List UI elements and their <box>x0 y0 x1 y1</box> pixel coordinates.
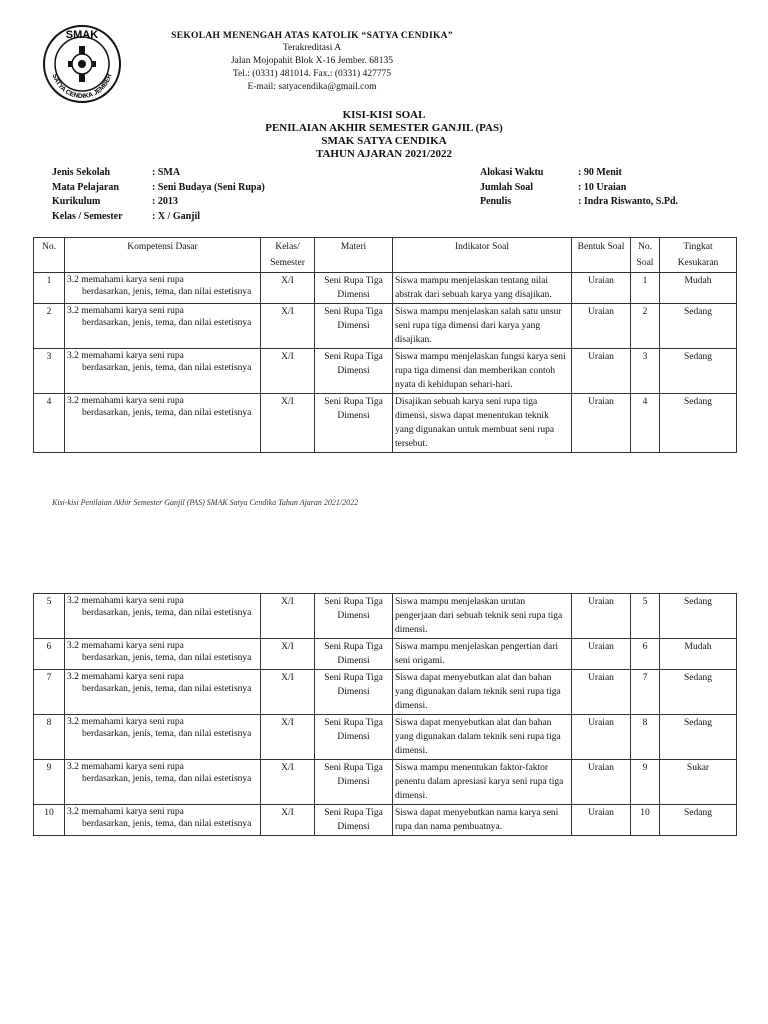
cell-kd <box>65 349 261 394</box>
cell-bentuk: Uraian <box>572 715 631 760</box>
cell-kd <box>65 273 261 304</box>
kisi-table-page-1 <box>33 237 737 453</box>
cell-bentuk: Uraian <box>572 639 631 670</box>
cell-indikator: Disajikan sebuah karya seni rupa tiga dimensi, siswa dapat menentukan teknik yang digunakan untuk membuat seni rupa tersebut. <box>393 394 572 453</box>
cell-materi: Seni Rupa Tiga Dimensi <box>315 760 393 805</box>
logo-text-ring: SATYA CENDIKA JEMBER <box>50 73 114 101</box>
kd-line-2: berdasarkan, jenis, tema, dan nilai estetisnya <box>82 774 252 784</box>
cell-nosoal: 5 <box>631 594 660 639</box>
cell-nosoal: 7 <box>631 670 660 715</box>
logo-text-top: SMAK <box>65 29 99 41</box>
kd-line-2: berdasarkan, jenis, tema, dan nilai estetisnya <box>82 318 252 328</box>
col-no: No. <box>34 238 65 273</box>
table-header-row <box>34 238 737 273</box>
table-row <box>34 639 737 670</box>
cell-tingkat: Sedang <box>660 304 737 349</box>
document-title <box>0 109 768 161</box>
title-line-4: TAHUN AJARAN 2021/2022 <box>315 148 453 160</box>
cell-nosoal: 3 <box>631 349 660 394</box>
cell-bentuk: Uraian <box>572 670 631 715</box>
cell-bentuk: Uraian <box>572 594 631 639</box>
col-materi: Materi <box>315 238 393 273</box>
meta-value: : 10 Uraian <box>578 181 627 193</box>
meta-left <box>52 167 265 225</box>
school-address: Jalan Mojopahit Blok X-16 Jember. 68135 <box>230 56 393 66</box>
table-row <box>34 670 737 715</box>
cell-no: 8 <box>34 715 65 760</box>
col-kelas: Kelas/ Semester <box>261 238 315 273</box>
cell-kd <box>65 304 261 349</box>
cell-no: 9 <box>34 760 65 805</box>
title-line-1: KISI-KISI SOAL <box>342 109 426 121</box>
cell-materi: Seni Rupa Tiga Dimensi <box>315 805 393 836</box>
cell-indikator: Siswa dapat menyebutkan nama karya seni rupa dan nama pembuatnya. <box>393 805 572 836</box>
cell-bentuk: Uraian <box>572 304 631 349</box>
cell-no: 7 <box>34 670 65 715</box>
table-row <box>34 273 737 304</box>
table-row <box>34 394 737 453</box>
table-row <box>34 805 737 836</box>
meta-row <box>480 196 678 211</box>
cell-kelas: X/I <box>261 594 315 639</box>
cell-nosoal: 2 <box>631 304 660 349</box>
cell-kelas: X/I <box>261 639 315 670</box>
cell-tingkat: Sedang <box>660 349 737 394</box>
cell-kelas: X/I <box>261 805 315 836</box>
cell-nosoal: 6 <box>631 639 660 670</box>
cell-no: 2 <box>34 304 65 349</box>
kd-line-1: 3.2 memahami karya seni rupa <box>67 306 184 316</box>
meta-label: Mata Pelajaran <box>52 181 119 193</box>
meta-value: : 2013 <box>152 196 178 207</box>
col-kd: Kompetensi Dasar <box>65 238 261 273</box>
cell-materi: Seni Rupa Tiga Dimensi <box>315 394 393 453</box>
kd-line-2: berdasarkan, jenis, tema, dan nilai estetisnya <box>82 819 252 829</box>
cell-bentuk: Uraian <box>572 394 631 453</box>
kd-line-1: 3.2 memahami karya seni rupa <box>67 596 184 606</box>
cell-no: 3 <box>34 349 65 394</box>
cell-tingkat: Sedang <box>660 594 737 639</box>
cell-materi: Seni Rupa Tiga Dimensi <box>315 639 393 670</box>
kd-line-2: berdasarkan, jenis, tema, dan nilai estetisnya <box>82 287 252 297</box>
cell-kd <box>65 760 261 805</box>
cell-indikator: Siswa mampu menjelaskan tentang nilai abstrak dari sebuah karya yang disajikan. <box>393 273 572 304</box>
cell-no: 6 <box>34 639 65 670</box>
cell-bentuk: Uraian <box>572 805 631 836</box>
meta-row <box>480 167 678 182</box>
kisi-table-page-2 <box>33 593 737 836</box>
cell-kelas: X/I <box>261 273 315 304</box>
cell-nosoal: 1 <box>631 273 660 304</box>
cell-tingkat: Mudah <box>660 273 737 304</box>
kd-line-2: berdasarkan, jenis, tema, dan nilai estetisnya <box>82 363 252 373</box>
cell-kd <box>65 805 261 836</box>
col-tingkat: Tingkat Kesukaran <box>660 238 737 273</box>
cell-nosoal: 8 <box>631 715 660 760</box>
cell-materi: Seni Rupa Tiga Dimensi <box>315 273 393 304</box>
kd-line-1: 3.2 memahami karya seni rupa <box>67 275 184 285</box>
title-line-2: PENILAIAN AKHIR SEMESTER GANJIL (PAS) <box>265 122 503 134</box>
cell-no: 5 <box>34 594 65 639</box>
cell-nosoal: 10 <box>631 805 660 836</box>
school-name: SEKOLAH MENENGAH ATAS KATOLIK “SATYA CENDIKA” <box>171 31 453 41</box>
meta-value: : SMA <box>152 167 181 178</box>
kd-line-2: berdasarkan, jenis, tema, dan nilai estetisnya <box>82 608 252 618</box>
cell-indikator: Siswa mampu menentukan faktor-faktor penentu dalam apresiasi karya seni rupa tiga dimensi. <box>393 760 572 805</box>
school-header <box>122 30 502 94</box>
col-bentuk: Bentuk Soal <box>572 238 631 273</box>
cell-kd <box>65 670 261 715</box>
meta-label: Penulis <box>480 196 512 207</box>
table-row <box>34 304 737 349</box>
meta-row <box>52 182 265 197</box>
cell-materi: Seni Rupa Tiga Dimensi <box>315 349 393 394</box>
table-row <box>34 349 737 394</box>
cell-indikator: Siswa mampu menjelaskan urutan pengerjaan dari sebuah teknik seni rupa tiga dimensi. <box>393 594 572 639</box>
cell-materi: Seni Rupa Tiga Dimensi <box>315 304 393 349</box>
cell-bentuk: Uraian <box>572 273 631 304</box>
cell-tingkat: Sukar <box>660 760 737 805</box>
cell-no: 1 <box>34 273 65 304</box>
cell-kelas: X/I <box>261 304 315 349</box>
kd-line-2: berdasarkan, jenis, tema, dan nilai estetisnya <box>82 653 252 663</box>
cell-tingkat: Mudah <box>660 639 737 670</box>
cell-materi: Seni Rupa Tiga Dimensi <box>315 670 393 715</box>
cell-tingkat: Sedang <box>660 805 737 836</box>
cell-materi: Seni Rupa Tiga Dimensi <box>315 594 393 639</box>
meta-row <box>52 167 265 182</box>
meta-label: Jenis Sekolah <box>52 167 111 178</box>
cell-indikator: Siswa dapat menyebutkan alat dan bahan yang digunakan dalam teknik seni rupa tiga dimensi. <box>393 670 572 715</box>
page-footer: Kisi-kisi Penilaian Akhir Semester Ganjil (PAS) SMAK Satya Cendika Tahun Ajaran 2021/2022 <box>52 498 359 507</box>
kd-line-2: berdasarkan, jenis, tema, dan nilai estetisnya <box>82 729 252 739</box>
cell-materi: Seni Rupa Tiga Dimensi <box>315 715 393 760</box>
cell-indikator: Siswa mampu menjelaskan fungsi karya seni rupa tiga dimensi dan memberikan contoh nyata di kehidupan sehari-hari. <box>393 349 572 394</box>
meta-label: Alokasi Waktu <box>480 167 544 178</box>
meta-row <box>52 196 265 211</box>
cell-kelas: X/I <box>261 760 315 805</box>
kd-line-1: 3.2 memahami karya seni rupa <box>67 351 184 361</box>
meta-row <box>480 182 678 197</box>
meta-label: Kurikulum <box>52 196 101 207</box>
cell-indikator: Siswa mampu menjelaskan pengertian dari seni origami. <box>393 639 572 670</box>
cell-nosoal: 9 <box>631 760 660 805</box>
meta-value: : Seni Budaya (Seni Rupa) <box>152 181 265 193</box>
kd-line-1: 3.2 memahami karya seni rupa <box>67 807 184 817</box>
cell-no: 4 <box>34 394 65 453</box>
kd-line-1: 3.2 memahami karya seni rupa <box>67 717 184 727</box>
title-line-3: SMAK SATYA CENDIKA <box>321 135 447 147</box>
cell-kelas: X/I <box>261 670 315 715</box>
meta-label: Jumlah Soal <box>480 181 534 193</box>
cell-kd <box>65 594 261 639</box>
kd-line-1: 3.2 memahami karya seni rupa <box>67 641 184 651</box>
cell-kelas: X/I <box>261 394 315 453</box>
cell-tingkat: Sedang <box>660 670 737 715</box>
meta-right <box>480 167 678 211</box>
kd-line-2: berdasarkan, jenis, tema, dan nilai estetisnya <box>82 684 252 694</box>
kd-line-1: 3.2 memahami karya seni rupa <box>67 396 184 406</box>
accreditation: Terakreditasi A <box>282 43 342 53</box>
kd-line-1: 3.2 memahami karya seni rupa <box>67 762 184 772</box>
meta-value: : X / Ganjil <box>152 210 201 222</box>
col-indikator: Indikator Soal <box>393 238 572 273</box>
cell-indikator: Siswa dapat menyebutkan alat dan bahan yang digunakan dalam teknik seni rupa tiga dimensi. <box>393 715 572 760</box>
table-row <box>34 715 737 760</box>
cell-kd <box>65 715 261 760</box>
cell-indikator: Siswa mampu menjelaskan salah satu unsur seni rupa tiga dimensi dari karya yang disajikan. <box>393 304 572 349</box>
cell-kelas: X/I <box>261 349 315 394</box>
cell-bentuk: Uraian <box>572 760 631 805</box>
meta-value: : 90 Menit <box>578 167 622 178</box>
kd-line-1: 3.2 memahami karya seni rupa <box>67 672 184 682</box>
cell-kelas: X/I <box>261 715 315 760</box>
meta-value: : Indra Riswanto, S.Pd. <box>578 196 679 207</box>
school-email: E-mail: satyacendika@gmail.com <box>247 82 377 92</box>
kd-line-2: berdasarkan, jenis, tema, dan nilai estetisnya <box>82 408 252 418</box>
table-row <box>34 760 737 805</box>
col-nosoal: No. Soal <box>631 238 660 273</box>
table-row <box>34 594 737 639</box>
meta-label: Kelas / Semester <box>52 210 123 222</box>
cell-kd <box>65 394 261 453</box>
cell-no: 10 <box>34 805 65 836</box>
cell-bentuk: Uraian <box>572 349 631 394</box>
cell-tingkat: Sedang <box>660 394 737 453</box>
cell-tingkat: Sedang <box>660 715 737 760</box>
school-phone: Tel.: (0331) 481014. Fax.: (0331) 427775 <box>232 69 392 79</box>
school-logo <box>42 24 122 104</box>
cell-nosoal: 4 <box>631 394 660 453</box>
meta-row <box>52 211 265 226</box>
cell-kd <box>65 639 261 670</box>
